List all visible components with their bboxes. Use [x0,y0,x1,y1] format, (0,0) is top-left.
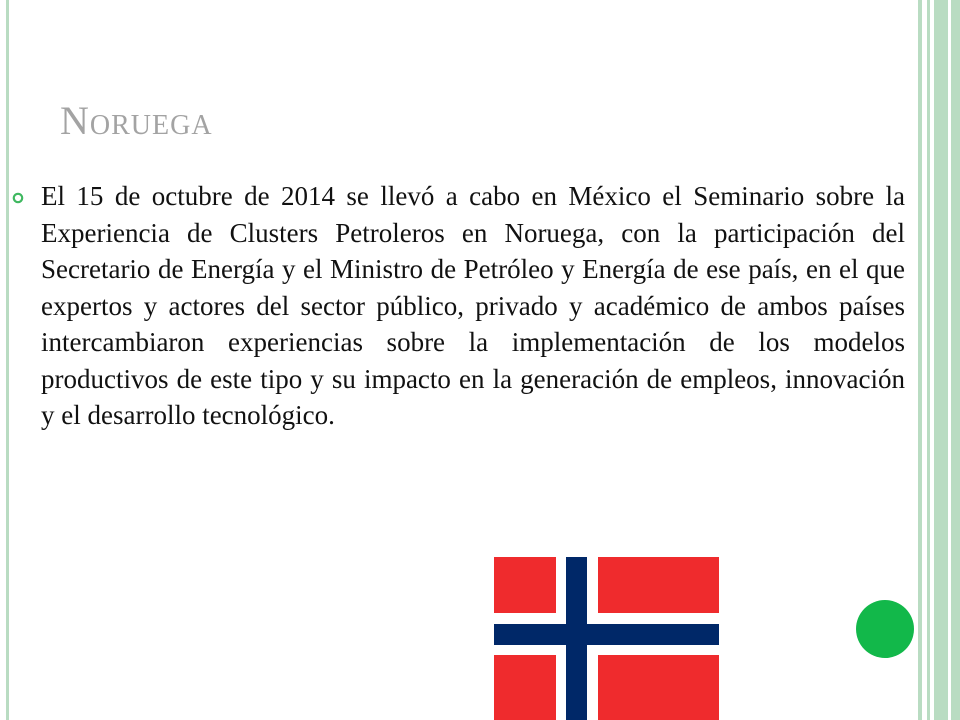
right-decorative-stripe [934,0,948,720]
norway-flag-icon [494,557,719,720]
body-paragraph: El 15 de octubre de 2014 se llevó a cabo en México el Seminario sobre la Experiencia de Clusters Petroleros en Noruega, con la participación del Secretario de Energía y el Ministro de Petróleo y Energía de ese país, en el que expertos y actores del sector público, privado y académico de ambos países intercambiaron experiencias sobre la implementación de los modelos productivos de este tipo y su impacto en la generación de empleos, innovación y el desarrollo tecnológico. [41,181,905,430]
hollow-circle-bullet-icon [12,191,24,203]
green-circle-icon [856,600,914,658]
right-decorative-stripe [951,0,960,720]
left-border-line [6,0,9,720]
slide-title: Noruega [60,98,213,143]
